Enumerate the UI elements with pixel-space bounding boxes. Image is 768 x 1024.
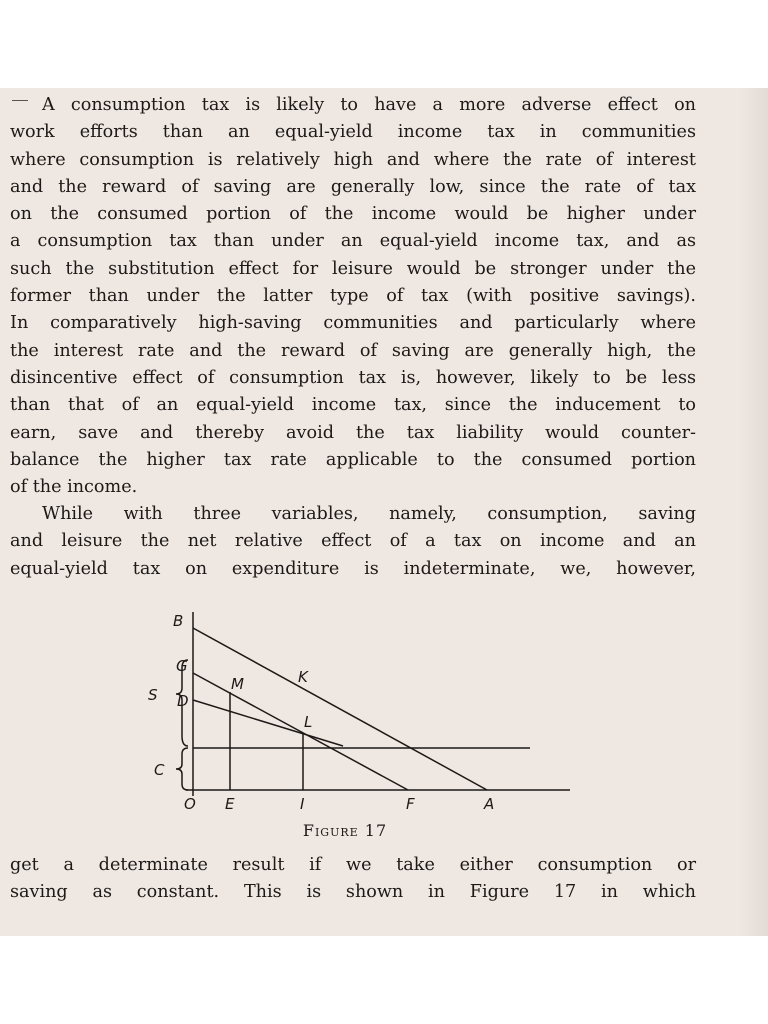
label-K: K: [298, 668, 308, 686]
text-line: and the reward of saving are generally low, since the rate of tax: [10, 176, 696, 197]
text-line: earn, save and thereby avoid the tax liability would counter-: [10, 422, 696, 443]
text-line: While with three variables, namely, consumption, saving: [42, 504, 696, 524]
figure-caption: Figure 17: [302, 821, 388, 840]
label-I: I: [300, 795, 305, 813]
text-line: equal-yield tax on expenditure is indeterminate, we, however,: [10, 558, 696, 579]
label-M: M: [231, 675, 244, 693]
brace-C: [176, 748, 188, 790]
text-line: where consumption is relatively high and where the rate of interest: [10, 149, 696, 170]
line-DL: [193, 700, 343, 746]
text-line: of the income.: [10, 477, 138, 498]
label-F: F: [406, 795, 415, 813]
text-line: work efforts than an equal-yield income tax in communities: [10, 122, 696, 143]
text-line: a consumption tax than under an equal-yield income tax, and as: [10, 231, 696, 252]
text-line: former than under the latter type of tax (with positive savings).: [10, 286, 696, 307]
label-D: D: [177, 692, 189, 710]
label-S: S: [148, 686, 158, 704]
label-L: L: [304, 713, 313, 731]
label-E: E: [225, 795, 235, 813]
text-line: get a determinate result if we take either consumption or: [10, 855, 696, 875]
text-line: the interest rate and the reward of saving are generally high, the: [10, 340, 696, 361]
line-GF: [193, 673, 408, 790]
text-line: In comparatively high-saving communities and particularly where: [10, 313, 696, 334]
text-line: on the consumed portion of the income would be higher under: [10, 204, 696, 225]
text-line: disincentive effect of consumption tax is, however, likely to be less: [10, 367, 696, 388]
label-C: C: [154, 761, 165, 779]
text-line: saving as constant. This is shown in Figure 17 in which: [10, 882, 696, 903]
text-line: and leisure the net relative effect of a tax on income and an: [10, 531, 696, 552]
label-O: O: [184, 795, 196, 813]
text-line: balance the higher tax rate applicable to the consumed portion: [10, 449, 696, 470]
paragraph-3: [10, 852, 696, 907]
text-line: A consumption tax is likely to have a more adverse effect on: [42, 95, 696, 115]
text-line: such the substitution effect for leisure would be stronger under the: [10, 258, 696, 279]
label-G: G: [176, 657, 188, 675]
line-BA: [193, 628, 487, 790]
label-B: B: [173, 612, 184, 630]
label-A: A: [484, 795, 495, 813]
text-line: than that of an equal-yield income tax, since the inducement to: [10, 395, 696, 416]
